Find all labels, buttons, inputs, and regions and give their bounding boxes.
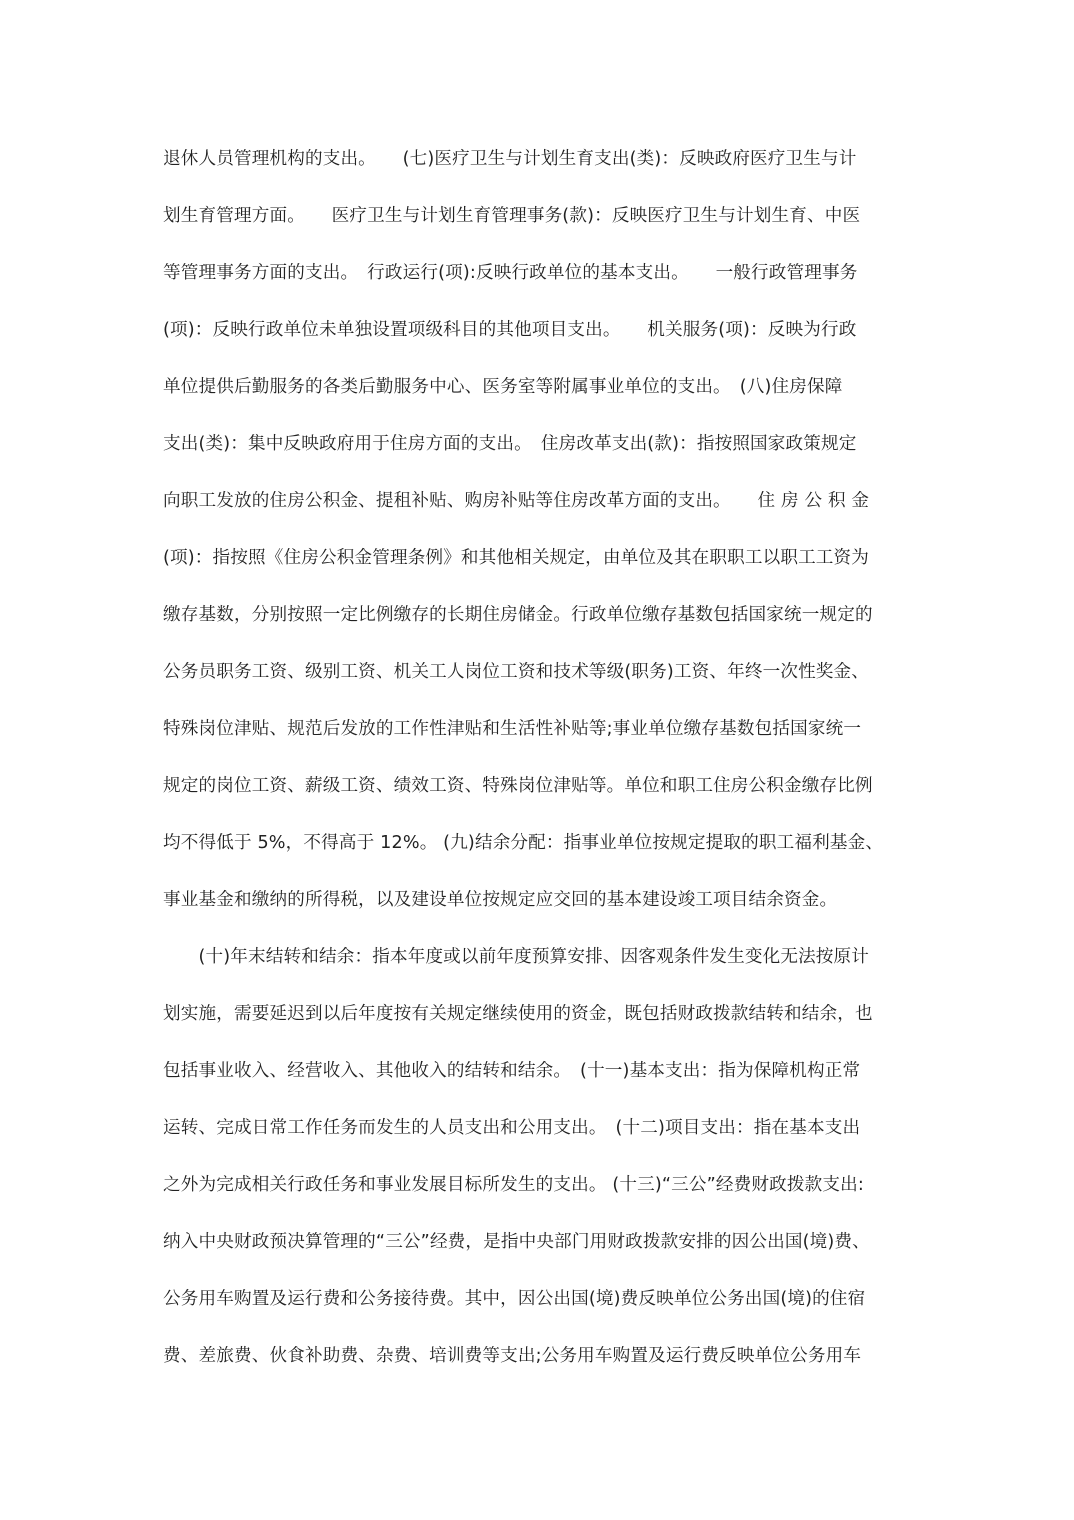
text-line: 公务用车购置及运行费和公务接待费。其中，因公出国(境)费反映单位公务出国(境)的住宿 xyxy=(163,1289,866,1309)
text-line: 之外为完成相关行政任务和事业发展目标所发生的支出。 (十三)“三公”经费财政拨款支出: xyxy=(163,1175,864,1195)
text-line: 缴存基数，分别按照一定比例缴存的长期住房储金。行政单位缴存基数包括国家统一规定的 xyxy=(163,605,873,625)
text-line: (十)年末结转和结余：指本年度或以前年度预算安排、因客观条件发生变化无法按原计 xyxy=(163,947,870,967)
text-line: 单位提供后勤服务的各类后勤服务中心、医务室等附属事业单位的支出。 (八)住房保障 xyxy=(163,377,843,397)
text-line: 规定的岗位工资、薪级工资、绩效工资、特殊岗位津贴等。单位和职工住房公积金缴存比例 xyxy=(163,776,873,796)
text-line: 纳入中央财政预决算管理的“三公”经费，是指中央部门用财政拨款安排的因公出国(境)费、 xyxy=(163,1232,870,1252)
text-line: 费、差旅费、伙食补助费、杂费、培训费等支出;公务用车购置及运行费反映单位公务用车 xyxy=(163,1346,862,1366)
text-line: 包括事业收入、经营收入、其他收入的结转和结余。 (十一)基本支出：指为保障机构正常 xyxy=(163,1061,861,1081)
text-line: 事业基金和缴纳的所得税，以及建设单位按规定应交回的基本建设竣工项目结余资金。 xyxy=(163,890,838,910)
text-line: (项)：指按照《住房公积金管理条例》和其他相关规定，由单位及其在职职工以职工工资为 xyxy=(163,548,870,568)
text-line: (项)：反映行政单位未单独设置项级科目的其他项目支出。 机关服务(项)：反映为行政 xyxy=(163,320,857,340)
text-line: 支出(类)：集中反映政府用于住房方面的支出。 住房改革支出(款)：指按照国家政策规定 xyxy=(163,434,857,454)
text-line: 运转、完成日常工作任务而发生的人员支出和公用支出。 (十二)项目支出：指在基本支出 xyxy=(163,1118,861,1138)
text-line: 划实施，需要延迟到以后年度按有关规定继续使用的资金，既包括财政拨款结转和结余，也 xyxy=(163,1004,873,1024)
text-line: 等管理事务方面的支出。 行政运行(项):反映行政单位的基本支出。 一般行政管理事务 xyxy=(163,263,858,283)
text-line: 特殊岗位津贴、规范后发放的工作性津贴和生活性补贴等;事业单位缴存基数包括国家统一 xyxy=(163,719,862,739)
text-line: 公务员职务工资、级别工资、机关工人岗位工资和技术等级(职务)工资、年终一次性奖金、 xyxy=(163,662,870,682)
text-line: 均不得低于 5%，不得高于 12%。 (九)结余分配：指事业单位按规定提取的职工福利基金、 xyxy=(163,833,884,853)
text-line: 向职工发放的住房公积金、提租补贴、购房补贴等住房改革方面的支出。 住 房 公 积 金 xyxy=(163,491,870,511)
text-line: 退休人员管理机构的支出。 (七)医疗卫生与计划生育支出(类)：反映政府医疗卫生与计 xyxy=(163,149,857,169)
text-line: 划生育管理方面。 医疗卫生与计划生育管理事务(款)：反映医疗卫生与计划生育、中医 xyxy=(163,206,861,226)
body-text xyxy=(163,140,923,1394)
